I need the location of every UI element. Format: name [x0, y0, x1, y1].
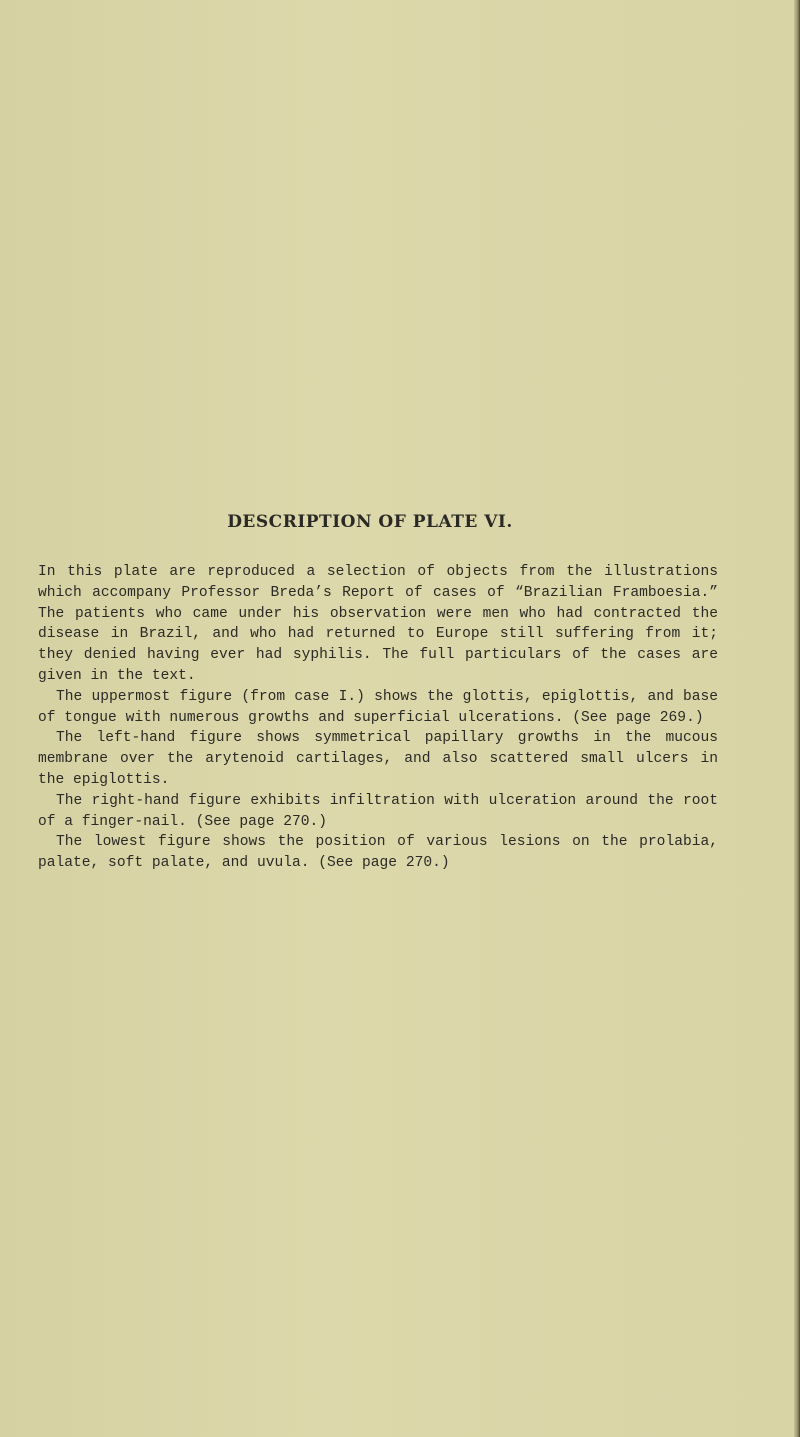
paragraph-lowest-figure: The lowest figure shows the position of various lesions on the prolabia, palate, soft palate, and uvula. (See page 270.) — [38, 834, 718, 872]
paragraph-right-hand-figure: The right-hand figure exhibits infiltration with ulceration around the root of a finger-nail. (See page 270.) — [38, 792, 718, 830]
page-heading: DESCRIPTION OF PLATE VI. — [227, 512, 513, 532]
paragraph-uppermost-figure: The uppermost figure (from case I.) shows the glottis, epiglottis, and base of tongue with numerous growths and superficial ulcerations. (See page 269.) — [38, 688, 718, 726]
description-body — [38, 562, 718, 874]
paragraph-intro: In this plate are reproduced a selection of objects from the illustrations which accompany Professor Breda’s Report of cases of “Brazilian Framboesia.” The patients who came under his observation were men who had contracted the disease in Brazil, and who had returned to Europe still suffering from it; they denied having ever had syphilis. The full particulars of the cases are given in the text. — [38, 564, 718, 684]
paragraph-left-hand-figure: The left-hand figure shows symmetrical papillary growths in the mucous membrane over the arytenoid cartilages, and also scattered small ulcers in the epiglottis. — [38, 730, 718, 788]
page-edge-shadow — [794, 0, 800, 1437]
